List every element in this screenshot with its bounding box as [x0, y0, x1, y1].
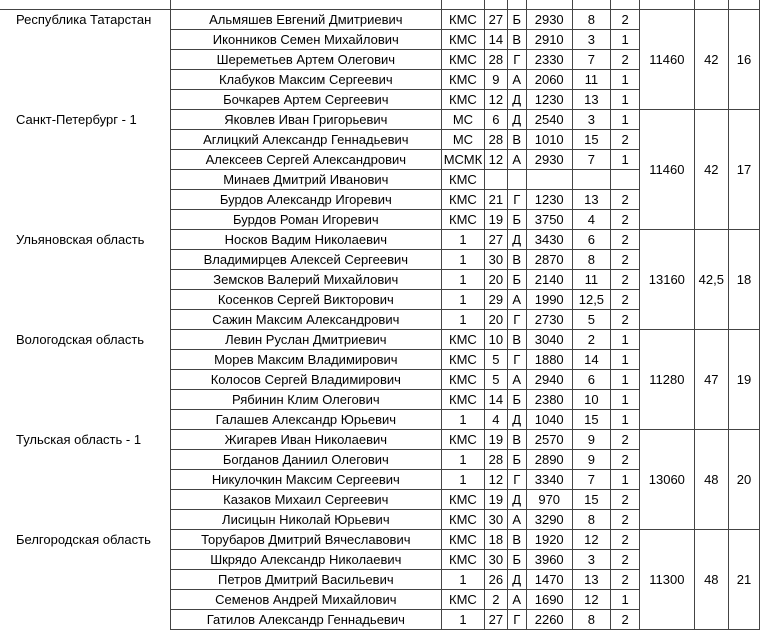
- team-name: Вологодская область: [16, 331, 145, 347]
- athlete-name: Морев Максим Владимирович: [170, 350, 441, 370]
- athlete-score: 2330: [526, 50, 572, 70]
- team-final-place: 18: [729, 230, 760, 330]
- athlete-letter: [507, 170, 526, 190]
- athlete-letter: В: [507, 30, 526, 50]
- athlete-letter: Б: [507, 270, 526, 290]
- athlete-place: 3: [572, 30, 611, 50]
- athlete-place: 12: [572, 530, 611, 550]
- athlete-score: 2540: [526, 110, 572, 130]
- athlete-points: 1: [611, 350, 640, 370]
- athlete-place: [572, 0, 611, 10]
- athlete-name: Петров Дмитрий Васильевич: [170, 570, 441, 590]
- athlete-points: 2: [611, 250, 640, 270]
- athlete-letter: Б: [507, 390, 526, 410]
- athlete-score: 3340: [526, 470, 572, 490]
- team-total-score: 11460: [640, 110, 695, 230]
- athlete-number: 29: [485, 290, 508, 310]
- athlete-number: 2: [485, 590, 508, 610]
- team-final-place: 16: [729, 10, 760, 110]
- athlete-name: Клабуков Максим Сергеевич: [170, 70, 441, 90]
- athlete-place: 13: [572, 90, 611, 110]
- athlete-number: 5: [485, 350, 508, 370]
- athlete-rank: КМС: [441, 490, 484, 510]
- athlete-letter: Д: [507, 90, 526, 110]
- athlete-name: Бурдов Роман Игоревич: [170, 210, 441, 230]
- athlete-place: 15: [572, 410, 611, 430]
- athlete-place: 11: [572, 270, 611, 290]
- athlete-letter: Г: [507, 610, 526, 630]
- table-row: [0, 530, 760, 550]
- team-name: Ульяновская область: [16, 231, 145, 247]
- athlete-points: 2: [611, 530, 640, 550]
- athlete-place: 2: [572, 330, 611, 350]
- athlete-place: 7: [572, 150, 611, 170]
- athlete-points: 2: [611, 610, 640, 630]
- athlete-number: 18: [485, 530, 508, 550]
- team-sum-places: 42,5: [694, 230, 728, 330]
- athlete-letter: А: [507, 590, 526, 610]
- athlete-letter: А: [507, 290, 526, 310]
- team-final-place: 20: [729, 430, 760, 530]
- athlete-name: Владимирцев Алексей Сергеевич: [170, 250, 441, 270]
- athlete-place: 13: [572, 570, 611, 590]
- athlete-name: Алексеев Сергей Александрович: [170, 150, 441, 170]
- team-final-place: 19: [729, 330, 760, 430]
- athlete-points: [611, 170, 640, 190]
- athlete-number: 30: [485, 510, 508, 530]
- athlete-rank: [441, 0, 484, 10]
- athlete-score: 2060: [526, 70, 572, 90]
- athlete-score: 2380: [526, 390, 572, 410]
- athlete-points: 1: [611, 370, 640, 390]
- athlete-rank: КМС: [441, 190, 484, 210]
- athlete-points: 2: [611, 290, 640, 310]
- athlete-letter: В: [507, 330, 526, 350]
- athlete-letter: В: [507, 250, 526, 270]
- athlete-name: Галашев Александр Юрьевич: [170, 410, 441, 430]
- athlete-letter: Б: [507, 550, 526, 570]
- athlete-number: 12: [485, 90, 508, 110]
- athlete-rank: 1: [441, 290, 484, 310]
- athlete-number: 30: [485, 250, 508, 270]
- athlete-points: 1: [611, 470, 640, 490]
- athlete-place: 9: [572, 450, 611, 470]
- athlete-points: 1: [611, 30, 640, 50]
- athlete-place: 10: [572, 390, 611, 410]
- athlete-rank: КМС: [441, 10, 484, 30]
- athlete-score: 1470: [526, 570, 572, 590]
- athlete-rank: МСМК: [441, 150, 484, 170]
- athlete-place: 4: [572, 210, 611, 230]
- athlete-name: Иконников Семен Михайлович: [170, 30, 441, 50]
- athlete-name: Минаев Дмитрий Иванович: [170, 170, 441, 190]
- athlete-points: 2: [611, 550, 640, 570]
- athlete-points: 1: [611, 330, 640, 350]
- athlete-letter: А: [507, 370, 526, 390]
- athlete-place: 15: [572, 130, 611, 150]
- athlete-number: 19: [485, 490, 508, 510]
- athlete-number: 20: [485, 270, 508, 290]
- athlete-rank: 1: [441, 470, 484, 490]
- athlete-rank: 1: [441, 450, 484, 470]
- team-sum-places: [694, 0, 728, 10]
- team-final-place: 21: [729, 530, 760, 630]
- athlete-score: 970: [526, 490, 572, 510]
- athlete-points: 1: [611, 390, 640, 410]
- athlete-name: Альмяшев Евгений Дмитриевич: [170, 10, 441, 30]
- table-row: [0, 0, 760, 10]
- athlete-rank: КМС: [441, 210, 484, 230]
- team-final-place: [729, 0, 760, 10]
- athlete-rank: КМС: [441, 550, 484, 570]
- athlete-points: 1: [611, 110, 640, 130]
- athlete-name: Яковлев Иван Григорьевич: [170, 110, 441, 130]
- team-name: Тульская область - 1: [16, 431, 142, 447]
- athlete-number: 14: [485, 390, 508, 410]
- athlete-rank: КМС: [441, 30, 484, 50]
- athlete-rank: КМС: [441, 70, 484, 90]
- athlete-score: 1230: [526, 190, 572, 210]
- athlete-place: 11: [572, 70, 611, 90]
- athlete-points: 1: [611, 410, 640, 430]
- athlete-place: 8: [572, 250, 611, 270]
- athlete-points: 1: [611, 590, 640, 610]
- athlete-letter: Г: [507, 350, 526, 370]
- athlete-number: 9: [485, 70, 508, 90]
- athlete-letter: Д: [507, 110, 526, 130]
- athlete-points: 1: [611, 70, 640, 90]
- athlete-rank: КМС: [441, 90, 484, 110]
- team-name: Белгородская область: [16, 531, 151, 547]
- athlete-score: 2910: [526, 30, 572, 50]
- athlete-score: 2930: [526, 150, 572, 170]
- team-sum-places: 42: [694, 110, 728, 230]
- team-sum-places: 48: [694, 430, 728, 530]
- athlete-rank: 1: [441, 570, 484, 590]
- table-row: [0, 10, 760, 30]
- athlete-name: Колосов Сергей Владимирович: [170, 370, 441, 390]
- athlete-points: 2: [611, 570, 640, 590]
- athlete-rank: 1: [441, 270, 484, 290]
- athlete-rank: КМС: [441, 370, 484, 390]
- athlete-letter: Б: [507, 450, 526, 470]
- athlete-name: Семенов Андрей Михайлович: [170, 590, 441, 610]
- athlete-place: 9: [572, 430, 611, 450]
- athlete-place: 13: [572, 190, 611, 210]
- athlete-score: 3960: [526, 550, 572, 570]
- athlete-number: 19: [485, 430, 508, 450]
- athlete-rank: МС: [441, 130, 484, 150]
- athlete-number: 26: [485, 570, 508, 590]
- athlete-name: Аглицкий Александр Геннадьевич: [170, 130, 441, 150]
- team-total-score: [640, 0, 695, 10]
- athlete-number: 27: [485, 610, 508, 630]
- athlete-name: Рябинин Клим Олегович: [170, 390, 441, 410]
- athlete-rank: 1: [441, 230, 484, 250]
- athlete-score: 1040: [526, 410, 572, 430]
- athlete-score: 3040: [526, 330, 572, 350]
- team-name: Санкт-Петербург - 1: [16, 111, 137, 127]
- athlete-place: 5: [572, 310, 611, 330]
- athlete-place: 15: [572, 490, 611, 510]
- athlete-number: 21: [485, 190, 508, 210]
- athlete-number: 14: [485, 30, 508, 50]
- athlete-letter: Г: [507, 50, 526, 70]
- athlete-number: 28: [485, 50, 508, 70]
- athlete-number: 19: [485, 210, 508, 230]
- team-final-place: 17: [729, 110, 760, 230]
- athlete-place: 12,5: [572, 290, 611, 310]
- athlete-name: Жигарев Иван Николаевич: [170, 430, 441, 450]
- team-sum-places: 48: [694, 530, 728, 630]
- athlete-number: 20: [485, 310, 508, 330]
- athlete-score: [526, 170, 572, 190]
- team-sum-places: 42: [694, 10, 728, 110]
- team-name: [0, 0, 170, 10]
- athlete-name: Шереметьев Артем Олегович: [170, 50, 441, 70]
- athlete-number: 28: [485, 450, 508, 470]
- athlete-place: [572, 170, 611, 190]
- athlete-points: 1: [611, 90, 640, 110]
- athlete-score: 1920: [526, 530, 572, 550]
- athlete-rank: КМС: [441, 170, 484, 190]
- athlete-score: 2930: [526, 10, 572, 30]
- athlete-points: 2: [611, 430, 640, 450]
- athlete-place: 8: [572, 10, 611, 30]
- athlete-points: 2: [611, 310, 640, 330]
- athlete-score: 2730: [526, 310, 572, 330]
- athlete-name: [170, 0, 441, 10]
- team-sum-places: 47: [694, 330, 728, 430]
- athlete-letter: В: [507, 530, 526, 550]
- athlete-name: Земсков Валерий Михайлович: [170, 270, 441, 290]
- athlete-letter: Д: [507, 570, 526, 590]
- athlete-letter: Д: [507, 490, 526, 510]
- athlete-number: 28: [485, 130, 508, 150]
- athlete-number: 10: [485, 330, 508, 350]
- athlete-name: Торубаров Дмитрий Вячеславович: [170, 530, 441, 550]
- athlete-rank: КМС: [441, 430, 484, 450]
- athlete-place: 6: [572, 370, 611, 390]
- athlete-points: 2: [611, 490, 640, 510]
- athlete-place: 8: [572, 510, 611, 530]
- athlete-place: 8: [572, 610, 611, 630]
- athlete-name: Носков Вадим Николаевич: [170, 230, 441, 250]
- athlete-points: 2: [611, 10, 640, 30]
- athlete-points: [611, 0, 640, 10]
- athlete-letter: Д: [507, 230, 526, 250]
- athlete-name: Бочкарев Артем Сергеевич: [170, 90, 441, 110]
- athlete-letter: А: [507, 70, 526, 90]
- athlete-rank: МС: [441, 110, 484, 130]
- athlete-points: 2: [611, 230, 640, 250]
- athlete-place: 3: [572, 550, 611, 570]
- athlete-points: 2: [611, 190, 640, 210]
- table-row: [0, 110, 760, 130]
- athlete-points: 2: [611, 270, 640, 290]
- athlete-score: 1010: [526, 130, 572, 150]
- athlete-name: Гатилов Александр Геннадьевич: [170, 610, 441, 630]
- athlete-score: 2260: [526, 610, 572, 630]
- athlete-score: 3430: [526, 230, 572, 250]
- athlete-score: 1880: [526, 350, 572, 370]
- athlete-rank: 1: [441, 310, 484, 330]
- athlete-letter: Б: [507, 210, 526, 230]
- athlete-score: 2940: [526, 370, 572, 390]
- table-row: [0, 330, 760, 350]
- athlete-score: 2140: [526, 270, 572, 290]
- table-row: [0, 430, 760, 450]
- athlete-score: 3290: [526, 510, 572, 530]
- athlete-place: 6: [572, 230, 611, 250]
- athlete-score: 2570: [526, 430, 572, 450]
- team-total-score: 13160: [640, 230, 695, 330]
- athlete-number: 6: [485, 110, 508, 130]
- athlete-score: 1690: [526, 590, 572, 610]
- athlete-letter: Г: [507, 310, 526, 330]
- athlete-rank: 1: [441, 410, 484, 430]
- athlete-name: Шкрядо Александр Николаевич: [170, 550, 441, 570]
- athlete-rank: КМС: [441, 330, 484, 350]
- athlete-name: Казаков Михаил Сергеевич: [170, 490, 441, 510]
- athlete-number: 12: [485, 470, 508, 490]
- athlete-points: 2: [611, 450, 640, 470]
- athlete-number: [485, 0, 508, 10]
- athlete-letter: Д: [507, 410, 526, 430]
- athlete-number: [485, 170, 508, 190]
- athlete-rank: КМС: [441, 50, 484, 70]
- athlete-points: 2: [611, 130, 640, 150]
- athlete-number: 4: [485, 410, 508, 430]
- team-total-score: 11460: [640, 10, 695, 110]
- athlete-name: Бурдов Александр Игоревич: [170, 190, 441, 210]
- athlete-name: Никулочкин Максим Сергеевич: [170, 470, 441, 490]
- athlete-score: 3750: [526, 210, 572, 230]
- athlete-number: 27: [485, 10, 508, 30]
- athlete-score: 2890: [526, 450, 572, 470]
- team-total-score: 11280: [640, 330, 695, 430]
- athlete-rank: КМС: [441, 390, 484, 410]
- athlete-letter: В: [507, 430, 526, 450]
- athlete-letter: Г: [507, 470, 526, 490]
- athlete-place: 12: [572, 590, 611, 610]
- team-name: Республика Татарстан: [16, 12, 152, 27]
- athlete-points: 2: [611, 210, 640, 230]
- athlete-letter: А: [507, 150, 526, 170]
- athlete-points: 2: [611, 50, 640, 70]
- athlete-name: Богданов Даниил Олегович: [170, 450, 441, 470]
- athlete-number: 30: [485, 550, 508, 570]
- athlete-name: Косенков Сергей Викторович: [170, 290, 441, 310]
- athlete-rank: КМС: [441, 590, 484, 610]
- athlete-number: 5: [485, 370, 508, 390]
- athlete-place: 3: [572, 110, 611, 130]
- athlete-place: 7: [572, 470, 611, 490]
- athlete-name: Левин Руслан Дмитриевич: [170, 330, 441, 350]
- athlete-letter: В: [507, 130, 526, 150]
- athlete-rank: КМС: [441, 350, 484, 370]
- athlete-letter: А: [507, 510, 526, 530]
- athlete-number: 12: [485, 150, 508, 170]
- athlete-rank: КМС: [441, 530, 484, 550]
- athlete-rank: 1: [441, 250, 484, 270]
- athlete-place: 14: [572, 350, 611, 370]
- athlete-letter: Б: [507, 10, 526, 30]
- athlete-points: 2: [611, 510, 640, 530]
- athlete-place: 7: [572, 50, 611, 70]
- athlete-points: 1: [611, 150, 640, 170]
- team-total-score: 13060: [640, 430, 695, 530]
- athlete-letter: Г: [507, 190, 526, 210]
- athlete-rank: 1: [441, 610, 484, 630]
- athlete-score: 2870: [526, 250, 572, 270]
- athlete-score: 1230: [526, 90, 572, 110]
- table-row: [0, 230, 760, 250]
- athlete-name: Сажин Максим Александрович: [170, 310, 441, 330]
- athlete-rank: КМС: [441, 510, 484, 530]
- athlete-score: [526, 0, 572, 10]
- athlete-score: 1990: [526, 290, 572, 310]
- team-total-score: 11300: [640, 530, 695, 630]
- athlete-name: Лисицын Николай Юрьевич: [170, 510, 441, 530]
- athlete-number: 27: [485, 230, 508, 250]
- athlete-letter: [507, 0, 526, 10]
